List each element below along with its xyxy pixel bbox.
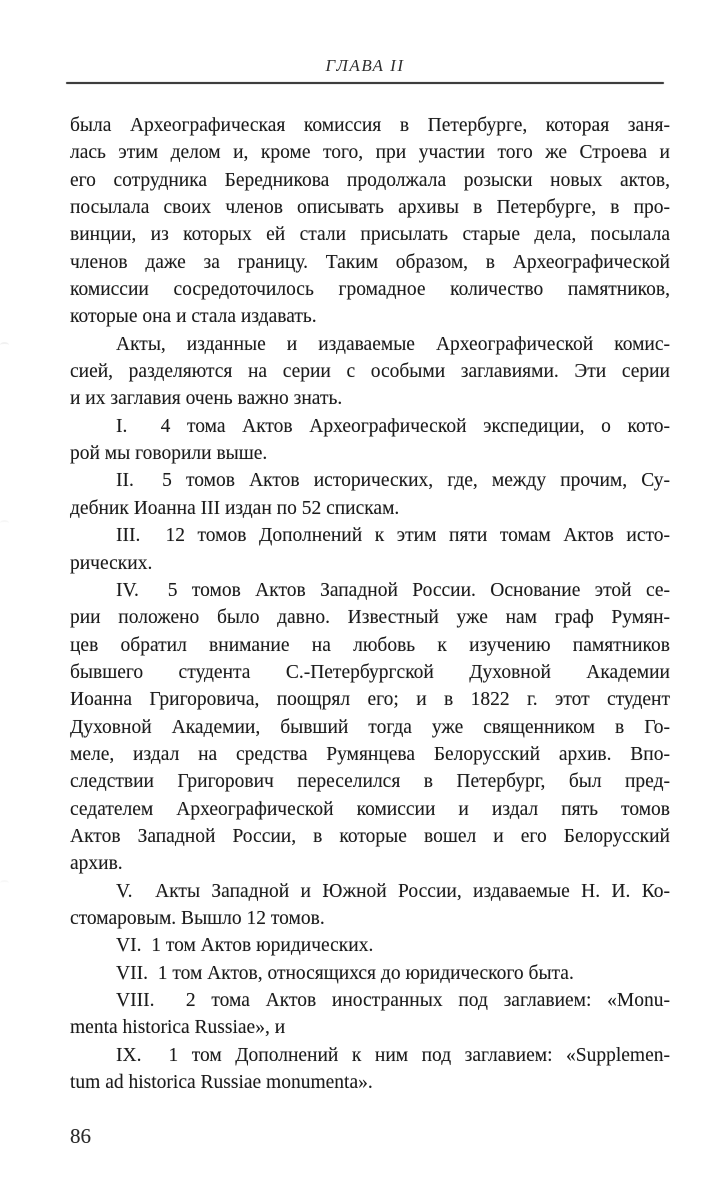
text-line: Духовной Академии, бывший тогда уже священником в Го- xyxy=(70,716,670,738)
list-item-line: IV. 5 томов Актов Западной России. Основание этой се- xyxy=(116,579,670,601)
text-line: лась этим делом и, кроме того, при участии того же Строева и xyxy=(70,142,670,164)
text-line: стомаровым. Вышло 12 томов. xyxy=(70,907,325,929)
text-line: следствии Григорович переселился в Петербург, был пред- xyxy=(70,771,670,793)
text-line: меле, издал на средства Румянцева Белорусский архив. Впо- xyxy=(70,743,670,765)
text-line: бывшего студента С.-Петербургской Духовной Академии xyxy=(70,661,670,683)
text-line: Актов Западной России, в которые вошел и его Белорусский xyxy=(70,825,670,847)
text-line: посылала своих членов описывать архивы в Петербурге, в про- xyxy=(70,197,670,219)
chapter-running-head: ГЛАВА II xyxy=(325,56,405,75)
text-line: членов даже за границу. Таким образом, в Археографической xyxy=(70,251,670,273)
text-line: Акты, изданные и издаваемые Археографической комис- xyxy=(116,333,670,355)
text-line: и их заглавия очень важно знать. xyxy=(70,388,343,410)
text-line: винции, из которых ей стали присылать старые дела, посылала xyxy=(70,224,670,246)
text-line: рии положено было давно. Известный уже нам граф Румян- xyxy=(70,607,670,629)
text-line: рой мы говорили выше. xyxy=(70,443,268,465)
text-line: его сотрудника Бередникова продолжала розыски новых актов, xyxy=(70,169,670,191)
text-line: сией, разделяются на серии с особыми заглавиями. Эти серии xyxy=(70,361,670,383)
text-line: которые она и стала издавать. xyxy=(70,306,317,328)
text-line: седателем Археографической комиссии и издал пять томов xyxy=(70,798,670,820)
list-item-line: VI. 1 том Актов юридических. xyxy=(116,935,374,957)
list-item-line: III. 12 томов Дополнений к этим пяти томам Актов исто- xyxy=(116,525,670,547)
text-line: tum ad historica Russiae monumenta». xyxy=(70,1072,373,1094)
list-item-line: II. 5 томов Актов исторических, где, между прочим, Су- xyxy=(116,470,670,492)
page-number: 86 xyxy=(70,1124,91,1148)
list-item-line: VIII. 2 тома Актов иностранных под заглавием: «Monu- xyxy=(116,990,670,1011)
text-line: была Археографическая комиссия в Петербурге, которая заня- xyxy=(70,115,670,136)
list-item-line: VII. 1 том Актов, относящихся до юридического быта. xyxy=(116,962,574,984)
list-item-line: I. 4 тома Актов Археографической экспедиции, о кото- xyxy=(116,415,670,437)
text-line: комиссии сосредоточилось громадное количество памятников, xyxy=(70,279,670,301)
text-line: дебник Иоанна III издан по 52 спискам. xyxy=(70,497,400,519)
header-rule xyxy=(66,82,664,84)
list-item-line: IX. 1 том Дополнений к ним под заглавием: «Supplemen- xyxy=(116,1044,670,1066)
list-item-line: V. Акты Западной и Южной России, издаваемые Н. И. Ко- xyxy=(116,880,670,902)
text-line: menta historica Russiae», и xyxy=(70,1017,286,1039)
text-line: Иоанна Григоровича, поощрял его; и в 1822 г. этот студент xyxy=(70,689,670,711)
scan-artifact xyxy=(0,342,9,348)
body-text-column xyxy=(70,112,670,1096)
scan-artifact xyxy=(0,520,9,526)
text-line: цев обратил внимание на любовь к изучению памятников xyxy=(70,634,670,656)
scan-artifact xyxy=(0,880,9,886)
text-line: рических. xyxy=(70,552,153,574)
text-line: архив. xyxy=(70,853,123,875)
